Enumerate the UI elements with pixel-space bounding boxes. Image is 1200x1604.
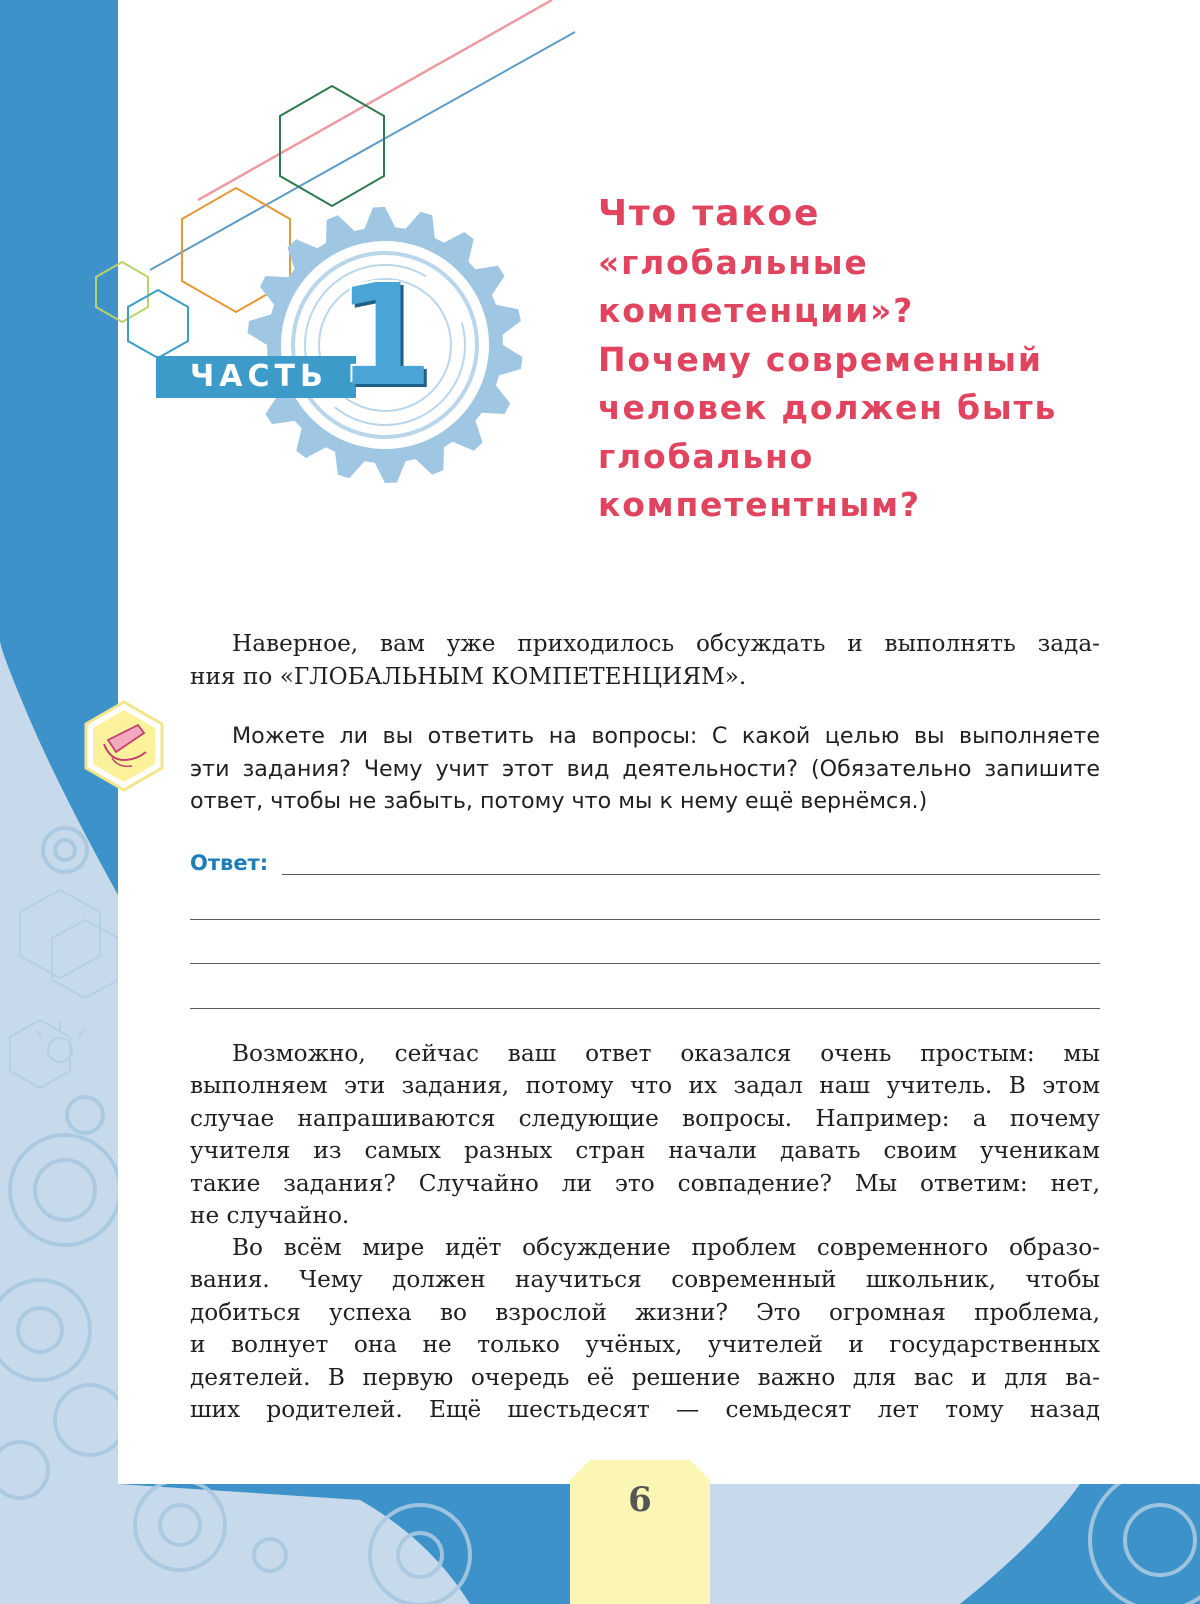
chapter-title-line: Почему современный [598, 339, 1043, 379]
page-number: 6 [628, 1480, 652, 1520]
text-line: ния по «ГЛОБАЛЬНЫМ КОМПЕТЕНЦИЯМ». [190, 662, 747, 690]
writing-hand-icon [86, 702, 162, 790]
answer-line[interactable] [190, 1008, 1100, 1009]
chapter-title-line: Что такое [598, 193, 821, 234]
text-line: учителя из самых разных стран начали давать своим ученикам [190, 1137, 1100, 1165]
text-line: ших родителей. Ещё шестьдесят — семьдесят лет тому назад [190, 1396, 1100, 1424]
paragraph [190, 1038, 1100, 1232]
intro-paragraph [190, 628, 1100, 693]
answer-label: Ответ: [190, 851, 269, 875]
chapter-title [598, 190, 1118, 530]
answer-line[interactable] [190, 919, 1100, 920]
part-number: 1 [336, 255, 434, 418]
text-line: вания. Чему должен научиться современный школьник, чтобы [190, 1266, 1100, 1294]
text-line: деятелей. В первую очередь её решение важно для вас и для ва- [190, 1363, 1100, 1391]
chapter-title-line: «глобальные [598, 242, 869, 282]
text-line: Наверное, вам уже приходилось обсуждать и выполнять зада- [232, 630, 1100, 657]
answer-line[interactable] [190, 963, 1100, 964]
chapter-title-line: глобально [598, 436, 815, 476]
text-line: эти задания? Чему учит этот вид деятельности? (Обязательно запишите [190, 755, 1100, 782]
text-line: Возможно, сейчас ваш ответ оказался очень простым: мы [232, 1040, 1100, 1067]
text-line: случае напрашиваются следующие вопросы. Например: а почему [190, 1104, 1100, 1132]
text-line: не случайно. [190, 1202, 350, 1230]
text-line: добиться успеха во взрослой жизни? Это огромная проблема, [190, 1298, 1100, 1326]
chapter-title-line: компетентным? [598, 485, 921, 524]
text-line: выполняем эти задания, потому что их задал наш учитель. В этом [190, 1072, 1100, 1100]
chapter-title-line: человек должен быть [598, 388, 1058, 427]
chapter-title-line: компетенции»? [598, 291, 915, 330]
text-line: и волнует она не только учёных, учителей и государственных [190, 1331, 1100, 1359]
paragraph [190, 1232, 1100, 1426]
part-label: ЧАСТЬ [156, 356, 356, 398]
text-line: Во всём мире идёт обсуждение проблем современного образо- [232, 1234, 1100, 1261]
text-line: Можете ли вы ответить на вопросы: С какой целью вы выполняете [232, 723, 1100, 749]
task-paragraph [190, 720, 1100, 818]
text-line: ответ, чтобы не забыть, потому что мы к нему ещё вернёмся.) [190, 788, 928, 814]
text-line: такие задания? Случайно ли это совпадение? Мы ответим: нет, [190, 1169, 1100, 1197]
answer-line[interactable] [282, 874, 1100, 875]
